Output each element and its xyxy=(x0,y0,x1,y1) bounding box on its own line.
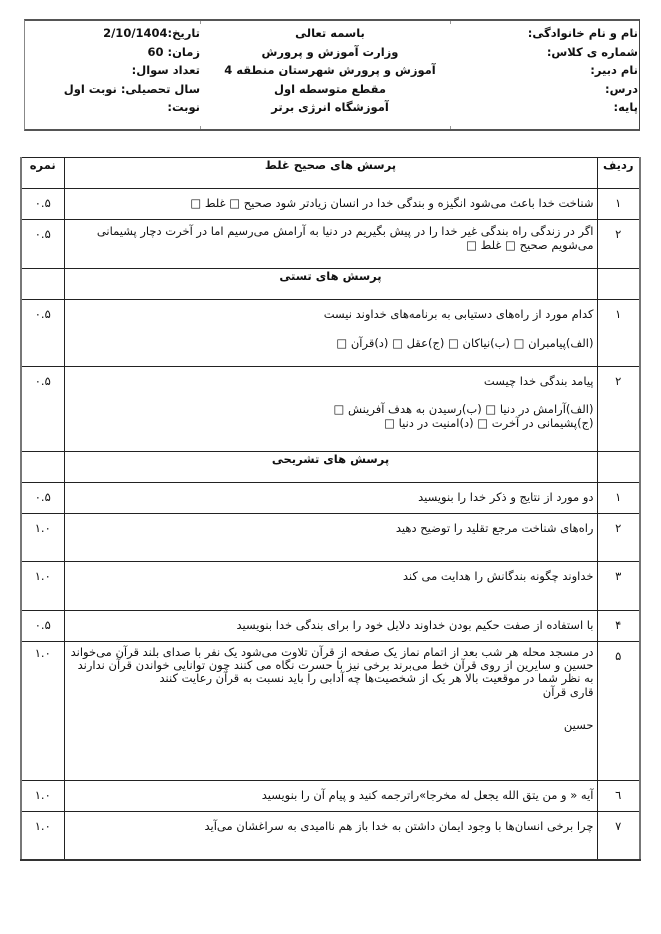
duration-label: زمان: 60 xyxy=(147,44,200,59)
answer-options[interactable]: (الف)آرامش در دنیا □ (ب)رسیدن به هدف آفرینش □ xyxy=(333,402,594,416)
questions-table xyxy=(20,157,641,861)
date-label: تاریخ:2/10/1404 xyxy=(103,26,200,40)
question-score: ۱.۰ xyxy=(21,562,64,611)
question-score: ۰.۵ xyxy=(21,189,64,220)
exam-header xyxy=(24,19,640,131)
question-text: در مسجد محله هر شب بعد از اتمام نماز یک صفحه از قرآن تلاوت می‌شود یک نفر با صدای بلند قرآن می‌خواند حسین و سایرین از روی قرآن خط می‌برند برخی نیز با حسرت نگاه می کنند چون توانایی خواندن قرآن ندارند به نظر شما در موقعیت بالا هر یک از شخصیت‌ها چه آدابی را باید نسبت به قرآن رعایت کنند xyxy=(70,645,594,686)
question-score: ۰.۵ xyxy=(21,611,64,642)
institution-info xyxy=(210,21,450,132)
question-number: ۱ xyxy=(597,189,640,220)
student-info xyxy=(438,21,639,132)
question-text: چرا برخی انسان‌ها با وجود ایمان داشتن به خدا باز هم ناامیدی به سراغشان می‌آید xyxy=(64,812,597,860)
question-number: ۲ xyxy=(597,514,640,562)
question-cell xyxy=(64,300,597,367)
section-title: پرسش های صحیح غلط xyxy=(64,158,597,189)
subject-label: درس: xyxy=(605,81,638,96)
question-row xyxy=(21,642,640,781)
question-number: ٦ xyxy=(597,781,640,812)
question-count-label: تعداد سوال: xyxy=(131,63,200,77)
question-row xyxy=(21,189,640,220)
empty-cell xyxy=(21,452,64,483)
question-text: شناخت خدا باعث می‌شود انگیزه و بندگی خدا در انسان زیادتر شود صحیح □ غلط □ xyxy=(64,189,597,220)
question-score: ۱.۰ xyxy=(21,812,64,860)
exam-info xyxy=(25,21,200,132)
district: آموزش و پرورش شهرستان منطقه 4 xyxy=(224,63,436,77)
empty-cell xyxy=(597,452,640,483)
question-score: ۰.۵ xyxy=(21,220,64,269)
question-row xyxy=(21,367,640,452)
section-title: پرسش های تستی xyxy=(64,269,597,300)
question-row xyxy=(21,300,640,367)
teacher-name-label: نام دبیر: xyxy=(590,63,638,77)
question-row xyxy=(21,220,640,269)
question-row xyxy=(21,611,640,642)
question-row xyxy=(21,483,640,514)
empty-cell xyxy=(597,269,640,300)
question-cell xyxy=(64,642,597,781)
question-text: با استفاده از صفت حکیم بودن خداوند دلایل خود را برای بندگی خدا بنویسید xyxy=(64,611,597,642)
student-name-label: نام و نام خانوادگی: xyxy=(527,26,638,40)
question-row xyxy=(21,781,640,812)
column-header-row-number: ردیف xyxy=(597,158,640,189)
grade-label: پایه: xyxy=(613,100,638,114)
ministry: وزارت آموزش و پرورش xyxy=(261,44,399,59)
question-score: ۱.۰ xyxy=(21,781,64,812)
divider-tick xyxy=(200,21,201,24)
section-header-row xyxy=(21,269,640,300)
question-number: ۱ xyxy=(597,300,640,367)
question-row xyxy=(21,562,640,611)
academic-year-label: سال تحصیلی: نوبت اول xyxy=(63,81,200,96)
empty-cell xyxy=(21,269,64,300)
question-row xyxy=(21,514,640,562)
sub-question-reader: قاری قرآن xyxy=(542,684,594,699)
question-row xyxy=(21,812,640,860)
question-text: راه‌های شناخت مرجع تقلید را توضیح دهید xyxy=(64,514,597,562)
question-number: ۳ xyxy=(597,562,640,611)
question-number: ۵ xyxy=(597,642,640,781)
table-header-row xyxy=(21,158,640,189)
question-number: ۲ xyxy=(597,367,640,452)
invocation: باسمه تعالی xyxy=(295,26,365,40)
divider-tick xyxy=(200,126,201,129)
school-name: آموزشگاه انرژی برتر xyxy=(271,100,389,114)
question-text: اگر در زندگی راه بندگی غیر خدا را در پیش بگیریم در دنیا به آرامش می‌رسیم اما در آخرت دچار پشیمانی می‌شویم صحیح □ غلط □ xyxy=(64,220,597,269)
question-text: دو مورد از نتایج و ذکر خدا را بنویسید xyxy=(64,483,597,514)
question-text: کدام مورد از راه‌های دستیابی به برنامه‌های خداوند نیست xyxy=(323,307,594,321)
question-text: خداوند چگونه بندگانش را هدایت می کند xyxy=(64,562,597,611)
section-header-row xyxy=(21,452,640,483)
question-text: آیه « و من یتق الله یجعل له مخرجا»راترجمه کنید و پیام آن را بنویسید xyxy=(64,781,597,812)
question-number: ۱ xyxy=(597,483,640,514)
level: مقطع متوسطه اول xyxy=(273,81,387,96)
answer-options[interactable]: (ج)پشیمانی در آخرت □ (د)امنیت در دنیا □ xyxy=(384,416,594,430)
question-number: ۷ xyxy=(597,812,640,860)
section-title: پرسش های تشریحی xyxy=(64,452,597,483)
sub-question-hossein: حسین xyxy=(563,717,594,732)
question-score: ۰.۵ xyxy=(21,483,64,514)
question-score: ۱.۰ xyxy=(21,514,64,562)
column-header-score: نمره xyxy=(21,158,64,189)
question-score: ۰.۵ xyxy=(21,300,64,367)
question-score: ۰.۵ xyxy=(21,367,64,452)
question-score: ۱.۰ xyxy=(21,642,64,781)
question-text: پیامد بندگی خدا چیست xyxy=(483,374,594,388)
term-label: نوبت: xyxy=(167,100,200,114)
question-cell xyxy=(64,367,597,452)
question-number: ۴ xyxy=(597,611,640,642)
class-number-label: شماره ی کلاس: xyxy=(546,44,638,59)
answer-options[interactable]: (الف)پیامبران □ (ب)نیاکان □ (ج)عقل □ (د)قرآن □ xyxy=(336,336,594,350)
question-number: ۲ xyxy=(597,220,640,269)
